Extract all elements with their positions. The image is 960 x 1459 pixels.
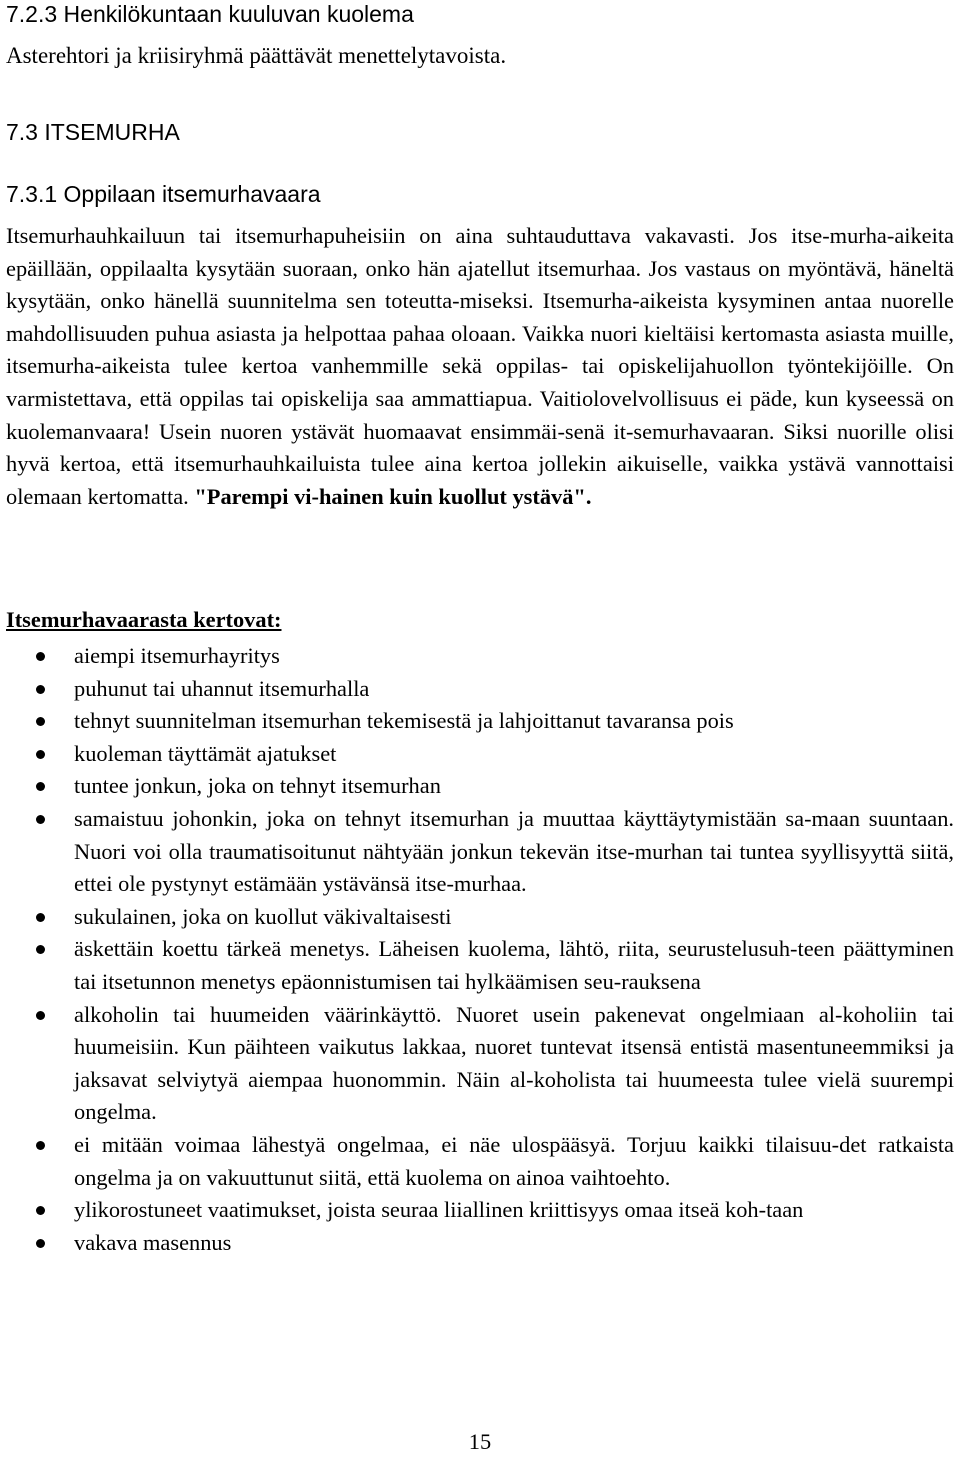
section-text-7-2-3: Asterehtori ja kriisiryhmä päättävät menettelytavoista.	[6, 43, 507, 68]
section-heading-7-2-3: 7.2.3 Henkilökuntaan kuuluvan kuolema	[6, 1, 414, 27]
bullet-icon	[36, 750, 45, 759]
list-item-text: tuntee jonkun, joka on tehnyt itsemurhan	[74, 773, 441, 799]
bullet-icon	[36, 945, 45, 954]
bullet-icon	[36, 782, 45, 791]
warning-signs-heading: Itsemurhavaarasta kertovat:	[6, 607, 282, 632]
list-item	[0, 1194, 954, 1227]
list-item-text: aiempi itsemurhayritys	[74, 643, 280, 668]
list-item	[0, 901, 954, 934]
list-item-text: alkoholin tai huumeiden väärinkäyttö. Nuoret usein pakenevat ongelmiaan al-koholiin tai huumeisiin. Kun päihteen vaikutus lakkaa, nuoret tuntevat itsensä entistä masentuneemmiksi ja jaksavat selviytyä aiempaa huonommin. Näin al-koholista tai huumeesta tulee vielä suurempi ongelma.	[74, 1001, 954, 1125]
list-item-text: samaistuu johonkin, joka on tehnyt itsemurhan ja muuttaa käyttäytymistään sa-maan suuntaan. Nuori voi olla traumatisoitunut nähtyään jonkun tekevän itse-murhan tai tuntea syyllisyyttä siitä, ettei ole pystynyt estämään ystävänsä itse-murhaa.	[74, 805, 954, 897]
bullet-icon	[36, 1141, 45, 1150]
paragraph-text: Itsemurhauhkailuun tai itsemurhapuheisiin on aina suhtauduttava vakavasti. Jos itse-murha-aikeita epäillään, oppilaalta kysytään suoraan, onko hän ajatellut itsemurhaa. Jos vastaus on myöntävä, häneltä kysytään, onko hänellä suunnitelma sen toteutta-miseksi. Itsemurha-aikeista kysyminen antaa nuorelle mahdollisuuden puhua asiasta ja helpottaa pahaa oloaan. Vaikka nuori kieltäisi kertomasta asiasta muille, itsemurha-aikeista tulee kertoa vanhemmille sekä oppilas- tai opiskelijahuollon työntekijöille. On varmistettava, että oppilas tai opiskelija saa ammattiapua. Vaitiolovelvollisuus ei päde, kun kyseessä on kuolemanvaara! Usein nuoren ystävät huomaavat ensimmäi-senä it-semurhavaaran. Siksi nuorille olisi hyvä kertoa, että itsemurhauhkailuista tulee aina kertoa jollekin aikuiselle, vaikka ystävä vannottaisi olemaan kertomatta.	[6, 223, 954, 509]
list-item	[0, 640, 954, 673]
bullet-icon	[36, 913, 45, 922]
list-item-text: ei mitään voimaa lähestyä ongelmaa, ei näe ulospääsyä. Torjuu kaikki tilaisuu-det ratkaista ongelma ja on vakuuttunut siitä, että kuolema on ainoa vaihtoehto.	[74, 1131, 954, 1190]
list-item	[0, 1227, 954, 1260]
list-item-text: ylikorostuneet vaatimukset, joista seuraa liiallinen kriittisyys omaa itseä koh-taan	[74, 1197, 804, 1223]
paragraph-emphasis: "Parempi vi-hainen kuin kuollut ystävä".	[194, 483, 592, 509]
section-heading-7-3-1: 7.3.1 Oppilaan itsemurhavaara	[6, 181, 321, 207]
list-item-text: tehnyt suunnitelman itsemurhan tekemisestä ja lahjoittanut tavaransa pois	[74, 708, 734, 734]
page-number: 15	[468, 1429, 492, 1454]
list-item	[0, 738, 954, 771]
bullet-icon	[36, 1206, 45, 1215]
list-item-text: kuoleman täyttämät ajatukset	[74, 740, 337, 766]
list-item-text: vakava masennus	[74, 1229, 232, 1255]
bullet-icon	[36, 815, 45, 824]
list-item	[0, 673, 954, 706]
warning-signs-list	[0, 640, 960, 1259]
list-item-text: äskettäin koettu tärkeä menetys. Läheisen kuolema, lähtö, riita, seurustelusuh-teen päättyminen tai itsetunnon menetys epäonnistumisen tai hylkäämisen seu-rauksena	[74, 936, 954, 994]
list-item	[0, 1129, 954, 1194]
list-item	[0, 999, 954, 1129]
list-item	[0, 705, 954, 738]
bullet-icon	[36, 717, 45, 726]
section-heading-7-3: 7.3 ITSEMURHA	[6, 119, 180, 145]
body-paragraph	[6, 220, 954, 513]
list-item-text: sukulainen, joka on kuollut väkivaltaisesti	[74, 903, 452, 929]
bullet-icon	[36, 1239, 45, 1248]
list-item	[0, 770, 954, 803]
bullet-icon	[36, 1011, 45, 1020]
bullet-icon	[36, 685, 45, 694]
list-item	[0, 933, 954, 998]
list-item	[0, 803, 954, 901]
list-item-text: puhunut tai uhannut itsemurhalla	[74, 675, 370, 701]
bullet-icon	[36, 652, 45, 661]
